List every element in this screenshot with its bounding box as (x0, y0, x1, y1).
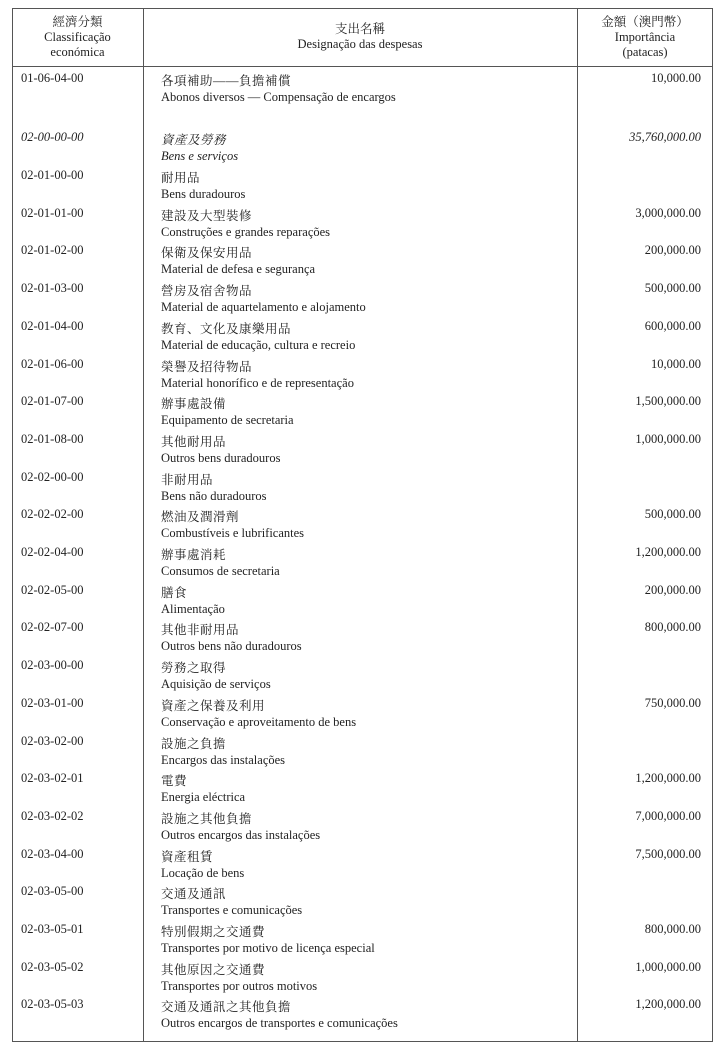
row-code: 01-06-04-00 (21, 71, 84, 85)
row-name-zh: 燃油及潤滑劑 (161, 510, 240, 525)
row-code: 02-01-04-00 (21, 318, 84, 333)
row-amount: 1,000,000.00 (635, 431, 701, 446)
row-code: 02-01-02-00 (21, 243, 84, 258)
row-name-pt: Aquisição de serviços (161, 677, 271, 692)
row-name-pt: Material de defesa e segurança (161, 262, 316, 277)
row-name-pt: Material de aquartelamento e alojamento (161, 300, 366, 315)
row-amount: 35,760,000.00 (629, 130, 701, 144)
column-divider (143, 8, 144, 1042)
row-name-pt: Energia eléctrica (161, 790, 246, 805)
header-classification-pt: Classificação (44, 29, 111, 44)
row-name-zh: 教育、文化及康樂用品 (161, 321, 292, 336)
row-amount: 800,000.00 (644, 922, 701, 936)
row-amount: 1,200,000.00 (635, 545, 701, 559)
row-code: 02-03-05-03 (21, 997, 84, 1012)
row-code: 02-01-01-00 (21, 205, 84, 220)
row-code: 02-01-03-00 (21, 281, 84, 296)
header-designation (143, 8, 577, 66)
row-amount: 10,000.00 (651, 71, 701, 85)
row-name-zh: 辦事處消耗 (161, 548, 227, 562)
row-amount: 500,000.00 (644, 281, 701, 296)
row-name-pt: Material de educação, cultura e recreio (161, 337, 356, 352)
row-name-pt: Abonos diversos — Compensação de encargos (161, 90, 396, 104)
row-code: 02-02-00-00 (21, 469, 84, 484)
row-name-zh: 其他原因之交通費 (161, 962, 266, 977)
row-amount: 10,000.00 (651, 356, 701, 371)
row-name-zh: 膳食 (161, 585, 188, 600)
row-name-zh: 設施之負擔 (161, 736, 227, 751)
row-name-zh: 非耐用品 (161, 472, 214, 487)
row-name-zh: 營房及宿舍物品 (161, 284, 253, 299)
row-code: 02-03-00-00 (21, 658, 84, 673)
row-code: 02-02-07-00 (21, 620, 84, 635)
row-name-pt: Transportes por outros motivos (161, 978, 318, 993)
header-divider (12, 66, 713, 67)
row-name-pt: Consumos de secretaria (161, 564, 280, 578)
row-code: 02-01-07-00 (21, 394, 84, 409)
row-name-zh: 保衛及保安用品 (161, 246, 253, 261)
row-name-zh: 耐用品 (161, 171, 201, 185)
row-name-pt: Outros bens duradouros (161, 450, 281, 465)
row-amount: 7,000,000.00 (635, 808, 701, 823)
row-amount: 500,000.00 (644, 507, 701, 522)
row-amount: 1,500,000.00 (635, 394, 701, 409)
row-amount: 800,000.00 (644, 620, 701, 635)
header-amount-zh: 金額（澳門幣） (601, 14, 689, 29)
row-name-zh: 資產租賃 (161, 849, 214, 864)
row-name-zh: 其他耐用品 (161, 434, 227, 449)
row-name-zh: 資產之保養及利用 (161, 698, 266, 713)
row-code: 02-03-02-00 (21, 733, 84, 748)
row-code: 02-01-00-00 (21, 168, 84, 182)
row-code: 02-01-06-00 (21, 356, 84, 371)
row-name-pt: Conservação e aproveitamento de bens (161, 714, 357, 729)
row-code: 02-03-01-00 (21, 695, 84, 710)
row-name-zh: 建設及大型裝修 (161, 208, 253, 223)
row-name-zh: 交通及通訊 (161, 887, 227, 902)
row-name-zh: 電費 (161, 774, 188, 789)
row-code: 02-03-02-01 (21, 771, 84, 786)
row-amount: 1,200,000.00 (635, 997, 701, 1012)
row-name-zh: 榮譽及招待物品 (161, 359, 253, 374)
row-name-pt: Outros encargos de transportes e comunicações (161, 1016, 398, 1031)
header-designation-pt: Designação das despesas (297, 37, 423, 51)
row-name-zh: 勞務之取得 (161, 661, 227, 676)
row-name-zh: 特別假期之交通費 (161, 925, 266, 939)
header-classification (12, 8, 143, 66)
row-code: 02-03-04-00 (21, 846, 84, 861)
row-amount: 200,000.00 (644, 243, 701, 258)
header-amount-unit: (patacas) (622, 44, 668, 59)
row-name-pt: Outros bens não duradouros (161, 639, 302, 654)
row-code: 02-02-04-00 (21, 545, 84, 559)
row-name-pt: Bens e serviços (161, 149, 239, 163)
row-amount: 3,000,000.00 (635, 205, 701, 220)
row-amount: 7,500,000.00 (635, 846, 701, 861)
row-name-pt: Material honorífico e de representação (161, 375, 354, 390)
row-name-zh: 資產及勞務 (161, 133, 227, 147)
row-name-pt: Transportes e comunicações (161, 903, 303, 918)
row-code: 02-00-00-00 (21, 130, 84, 144)
row-name-pt: Transportes por motivo de licença especial (161, 941, 375, 955)
row-name-pt: Equipamento de secretaria (161, 413, 294, 428)
header-amount (577, 8, 713, 66)
row-amount: 1,200,000.00 (635, 771, 701, 786)
row-amount: 1,000,000.00 (635, 959, 701, 974)
row-name-pt: Outros encargos das instalações (161, 827, 321, 842)
row-name-zh: 其他非耐用品 (161, 623, 240, 638)
row-code: 02-02-02-00 (21, 507, 84, 522)
row-name-zh: 辦事處設備 (161, 397, 227, 412)
row-name-pt: Encargos das instalações (161, 752, 286, 767)
row-code: 02-03-02-02 (21, 808, 84, 823)
row-name-zh: 各項補助——負擔補償 (161, 74, 292, 88)
row-name-zh: 交通及通訊之其他負擔 (161, 1000, 292, 1015)
row-name-pt: Bens duradouros (161, 187, 246, 201)
row-code: 02-02-05-00 (21, 582, 84, 597)
header-amount-pt: Importância (614, 29, 676, 44)
table-frame (12, 8, 713, 1042)
row-name-pt: Construções e grandes reparações (161, 224, 331, 239)
row-name-pt: Alimentação (161, 601, 225, 616)
row-amount: 600,000.00 (644, 318, 701, 333)
row-name-pt: Locação de bens (161, 865, 245, 880)
row-name-pt: Bens não duradouros (161, 488, 267, 503)
header-classification-zh: 經濟分類 (52, 14, 103, 29)
row-code: 02-03-05-01 (21, 922, 84, 936)
row-amount: 200,000.00 (644, 582, 701, 597)
row-name-zh: 設施之其他負擔 (161, 811, 253, 826)
row-code: 02-03-05-00 (21, 884, 84, 899)
row-code: 02-01-08-00 (21, 431, 84, 446)
header-classification-pt-2: económica (50, 44, 105, 59)
header-designation-zh: 支出名稱 (334, 22, 385, 36)
row-amount: 750,000.00 (644, 695, 701, 710)
row-name-pt: Combustíveis e lubrificantes (161, 526, 305, 541)
column-divider (577, 8, 578, 1042)
row-code: 02-03-05-02 (21, 959, 84, 974)
